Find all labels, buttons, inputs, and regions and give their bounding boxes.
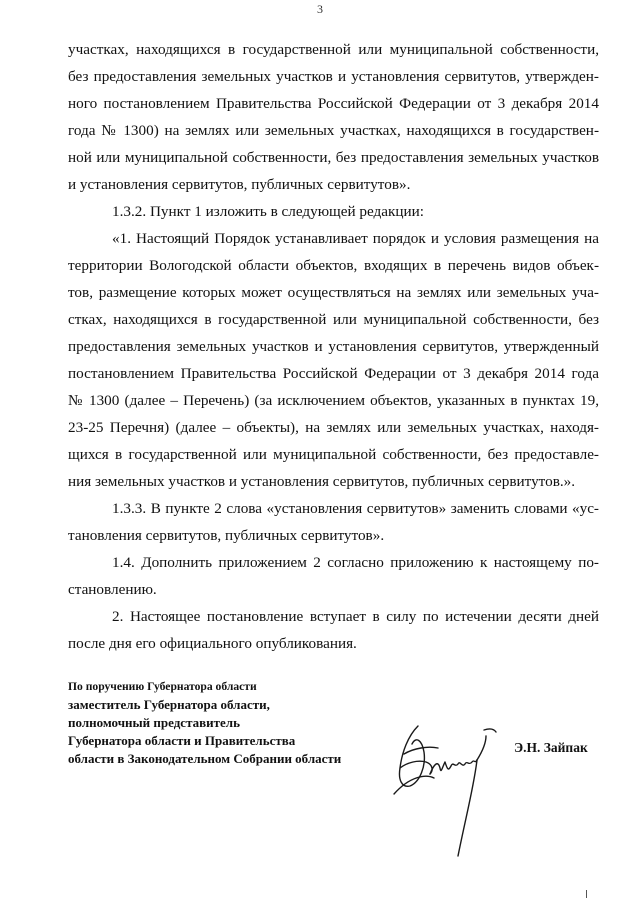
scan-mark: [586, 890, 587, 898]
page-number: 3: [317, 2, 323, 16]
text-line: 1.4. Дополнить приложением 2 согласно приложению к настоящему по-: [112, 554, 599, 571]
text-line: ного постановлением Правительства Российской Федерации от 3 декабря 2014: [68, 95, 599, 112]
signature-block-line: Губернатора области и Правительства: [68, 733, 296, 748]
text-line: ной или муниципальной собственности, без предоставления земельных участков: [68, 149, 599, 166]
text-line: территории Вологодской области объектов, входящих в перечень видов объек-: [68, 257, 599, 274]
text-line: после дня его официального опубликования.: [68, 635, 357, 652]
text-line: 1.3.3. В пункте 2 слова «установления сервитутов» заменить словами «ус-: [112, 500, 599, 517]
text-line: стках, находящихся в государственной или муниципальной собственности, без: [68, 311, 599, 328]
text-line: без предоставления земельных участков и установления сервитутов, утвержден-: [68, 68, 599, 85]
text-line: участках, находящихся в государственной или муниципальной собственности,: [68, 41, 599, 58]
text-line: 2. Настоящее постановление вступает в силу по истечении десяти дней: [112, 608, 599, 625]
text-line: тов, размещение которых может осуществляться на землях или земельных уча-: [68, 284, 599, 301]
text-line: № 1300 (далее – Перечень) (за исключением объектов, указанных в пунктах 19,: [68, 392, 599, 409]
text-line: щихся в государственной или муниципальной собственности, без предоставле-: [68, 446, 599, 463]
signature-block-line: полномочный представитель: [68, 715, 240, 730]
signature-block-line: заместитель Губернатора области,: [68, 697, 270, 712]
signature-block-line: области в Законодательном Собрании области: [68, 751, 342, 766]
text-line: года № 1300) на землях или земельных участках, находящихся в государствен-: [68, 122, 599, 139]
text-line: 23-25 Перечня) (далее – объекты), на землях или земельных участках, находя-: [68, 419, 599, 436]
text-line: «1. Настоящий Порядок устанавливает порядок и условия размещения на: [112, 230, 599, 247]
handwritten-signature-icon: [374, 716, 514, 866]
text-line: предоставления земельных участков и установления сервитутов, утвержденный: [68, 338, 599, 355]
text-line: тановления сервитутов, публичных сервитутов».: [68, 527, 385, 544]
signature-block-line: По поручению Губернатора области: [68, 680, 257, 693]
text-line: становлению.: [68, 581, 157, 598]
text-line: постановлением Правительства Российской Федерации от 3 декабря 2014 года: [68, 365, 599, 382]
text-line: и установления сервитутов, публичных сервитутов».: [68, 176, 411, 193]
text-line: ния земельных участков и установления сервитутов, публичных сервитутов.».: [68, 473, 576, 490]
signatory-name: Э.Н. Зайпак: [514, 740, 588, 755]
text-line: 1.3.2. Пункт 1 изложить в следующей редакции:: [112, 203, 425, 220]
